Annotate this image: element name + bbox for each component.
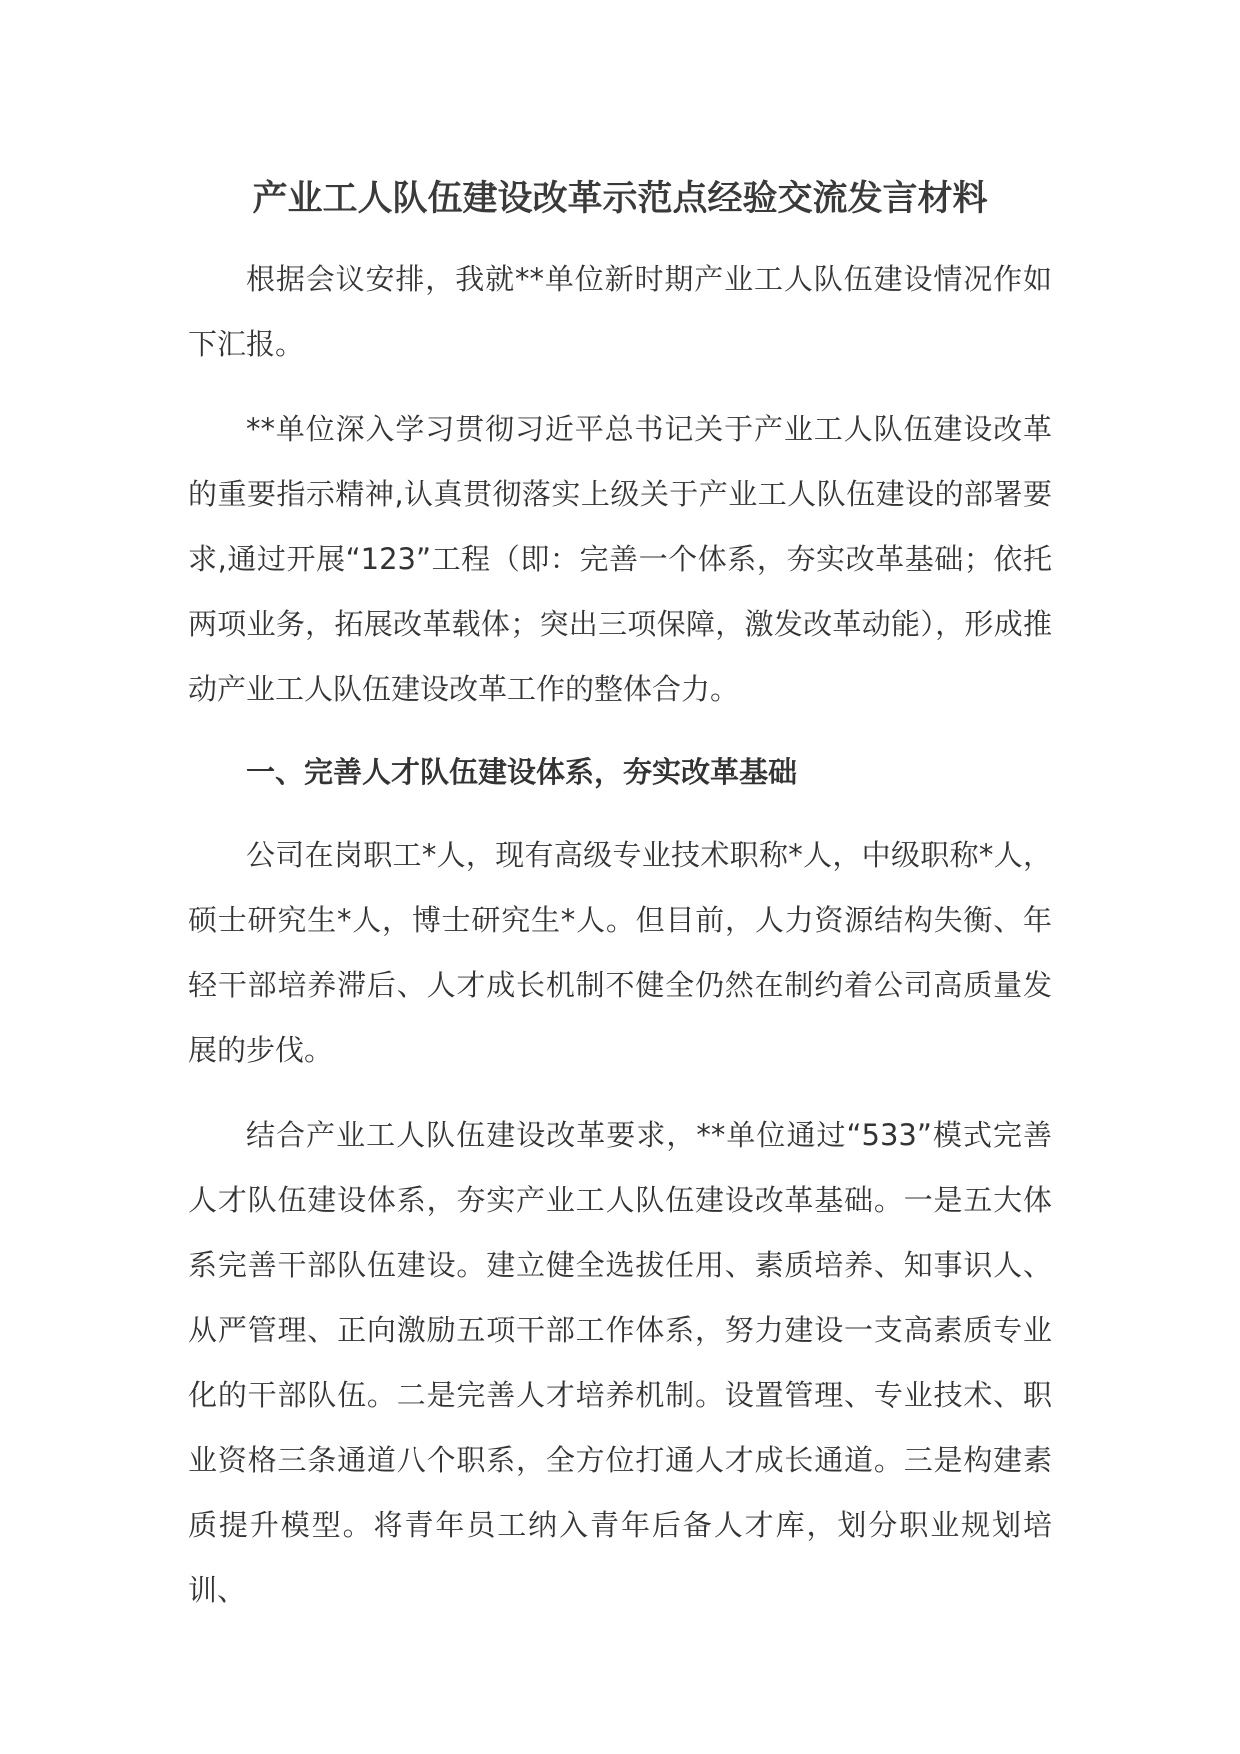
overview-paragraph: **单位深入学习贯彻习近平总书记关于产业工人队伍建设改革的重要指示精神,认真贯彻落实上级关于产业工人队伍建设的部署要求,通过开展“123”工程（即：完善一个体系，夯实改革基础；依托两项业务，拓展改革载体；突出三项保障，激发改革动能），形成推动产业工人队伍建设改革工作的整体合力。 [188, 412, 1052, 706]
section-1-paragraph-2: 结合产业工人队伍建设改革要求，**单位通过“533”模式完善人才队伍建设体系，夯实产业工人队伍建设改革基础。一是五大体系完善干部队伍建设。建立健全选拔任用、素质培养、知事识人、从严管理、正向激励五项干部工作体系，努力建设一支高素质专业化的干部队伍。二是完善人才培养机制。设置管理、专业技术、职业资格三条通道八个职系，全方位打通人才成长通道。三是构建素质提升模型。将青年员工纳入青年后备人才库，划分职业规划培训、 [188, 1118, 1052, 1607]
intro-paragraph: 根据会议安排，我就**单位新时期产业工人队伍建设情况作如下汇报。 [188, 262, 1052, 361]
document-page [188, 0, 1052, 1754]
section-1-paragraph-1: 公司在岗职工*人，现有高级专业技术职称*人，中级职称*人，硕士研究生*人，博士研究生*人。但目前，人力资源结构失衡、年轻干部培养滞后、人才成长机制不健全仍然在制约着公司高质量发展的步伐。 [188, 838, 1052, 1067]
section-heading-1: 一、完善人才队伍建设体系，夯实改革基础 [246, 755, 798, 789]
document-title: 产业工人队伍建设改革示范点经验交流发言材料 [252, 179, 988, 219]
